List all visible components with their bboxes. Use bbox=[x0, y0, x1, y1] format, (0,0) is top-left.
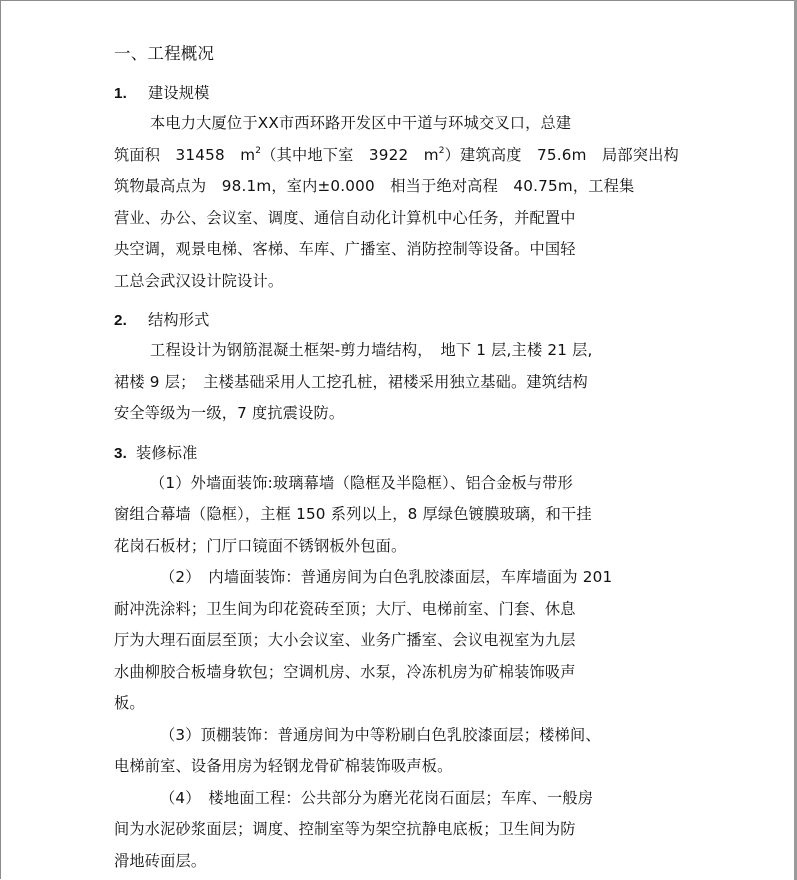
subsection-heading-3 bbox=[114, 438, 734, 468]
paragraph-line: 间为水泥砂浆面层；调度、控制室等为架空抗静电底板；卫生间为防 bbox=[114, 820, 576, 838]
paragraph-line: 筑物最高点为 98.1m，室内±0.000 相当于绝对高程 40.75m，工程集 bbox=[114, 177, 635, 195]
paragraph-line: （2） 内墙面装饰：普通房间为白色乳胶漆面层，车库墙面为 201 bbox=[160, 568, 613, 586]
section-title: 一、工程概况 bbox=[114, 44, 215, 63]
paragraph-line: 工总会武汉设计院设计。 bbox=[114, 271, 284, 290]
paragraph-line bbox=[114, 140, 734, 172]
paragraph-line: 裙楼 9 层； 主楼基础采用人工挖孔桩，裙楼采用独立基础。建筑结构 bbox=[114, 372, 588, 391]
paragraph-line: （1）外墙面装饰:玻璃幕墙（隐框及半隐框）、铝合金板与带形 bbox=[150, 473, 574, 492]
text-run: （其中地下室 3922 m bbox=[261, 145, 439, 164]
subsection-heading-2 bbox=[114, 305, 734, 335]
subsection-title: 建设规模 bbox=[148, 84, 210, 102]
paragraph-line: 工程设计为钢筋混凝土框架-剪力墙结构， 地下 1 层,主楼 21 层, bbox=[150, 341, 593, 359]
paragraph-line: 花岗石板材；门厅口镜面不锈钢板外包面。 bbox=[114, 536, 407, 555]
paragraph-line: 本电力大厦位于XX市西环路开发区中干道与环城交叉口，总建 bbox=[150, 114, 572, 132]
paragraph-line: 电梯前室、设备用房为轻钢龙骨矿棉装饰吸声板。 bbox=[114, 757, 453, 775]
paragraph-line: （4） 楼地面工程：公共部分为磨光花岗石面层；车库、一般房 bbox=[160, 788, 594, 807]
superscript: 2 bbox=[438, 145, 445, 156]
paragraph-line: 滑地砖面层。 bbox=[114, 851, 207, 870]
document-body bbox=[114, 39, 734, 877]
superscript: 2 bbox=[255, 145, 262, 156]
subsection-number: 1. bbox=[114, 85, 128, 102]
paragraph-line: 板。 bbox=[114, 694, 145, 712]
subsection-title: 结构形式 bbox=[148, 311, 210, 329]
subsection-heading-1 bbox=[114, 78, 734, 108]
paragraph-line: 厅为大理石面层至顶；大小会议室、业务广播室、会议电视室为九层 bbox=[114, 631, 576, 649]
paragraph-line: （3）顶棚装饰：普通房间为中等粉刷白色乳胶漆面层；楼梯间、 bbox=[160, 725, 601, 744]
paragraph-line: 营业、办公、会议室、调度、通信自动化计算机中心任务，并配置中 bbox=[114, 208, 576, 227]
paragraph-line: 水曲柳胶合板墙身软包；空调机房、水泵，冷冻机房为矿棉装饰吸声 bbox=[114, 662, 576, 681]
text-run: ）建筑高度 75.6m 局部突出构 bbox=[444, 145, 679, 164]
paragraph-line: 央空调，观景电梯、客梯、车库、广播室、消防控制等设备。中国轻 bbox=[114, 240, 576, 258]
paragraph-line: 窗组合幕墙（隐框），主框 150 系列以上，8 厚绿色镀膜玻璃，和干挂 bbox=[114, 505, 592, 523]
subsection-number: 2. bbox=[114, 312, 128, 329]
subsection-number: 3. bbox=[114, 444, 128, 462]
paragraph-line: 耐冲洗涂料；卫生间为印花瓷砖至顶；大厅、电梯前室、门套、休息 bbox=[114, 599, 576, 618]
subsection-title: 装修标准 bbox=[136, 443, 198, 462]
text-run: 筑面积 31458 m bbox=[114, 145, 256, 164]
paragraph-line: 安全等级为一级，7 度抗震设防。 bbox=[114, 404, 345, 422]
